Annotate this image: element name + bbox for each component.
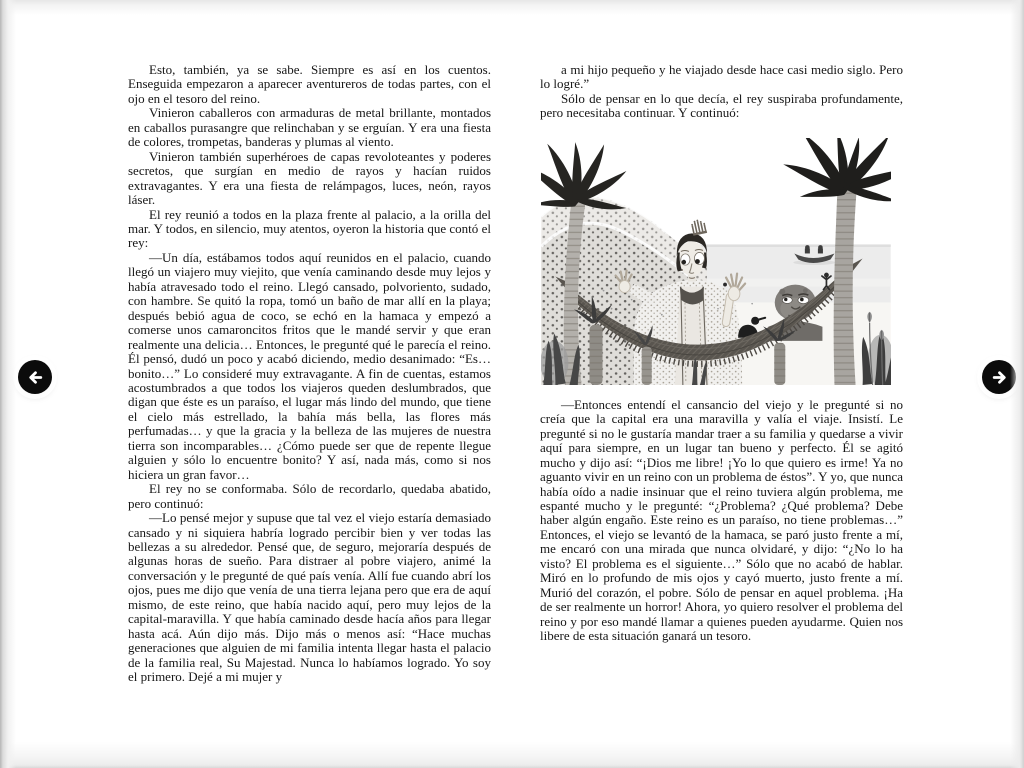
paragraph: El rey no se conformaba. Sólo de recordarlo, quedaba abatido, pero continuó: [128, 481, 491, 511]
paragraph: Vinieron también superhéroes de capas revoloteantes y poderes secretos, que surgían en medio de rayos y hacían ruidos extravagantes. Y era una fiesta de relámpagos, luces, neón, rayos láser. [128, 148, 491, 208]
previous-page-button[interactable] [18, 360, 52, 394]
left-page [128, 63, 491, 684]
paragraph: El rey reunió a todos en la plaza frente al palacio, a la orilla del mar. Y todos, en silencio, muy atentos, oyeron la historia que contó el rey: [128, 206, 491, 251]
paragraph: a mi hijo pequeño y he viajado desde hace casi medio siglo. Pero lo logré.” [540, 62, 903, 92]
paragraph: Sólo de pensar en lo que decía, el rey suspiraba profundamente, pero necesitaba continuar. Y continuó: [540, 90, 903, 121]
paragraph: —Entonces entendí el cansancio del viejo y le pregunté si no creía que la capital era una maravilla y valía el viaje. Insistí. Le pregunté si no le gustaría mandar traer a su familia y quedarse a vivir aquí para siempre, en un lugar tan bueno y perfecto. Él se agitó mucho y dijo así: “¡Dios me libre! ¡Yo lo que quiero es irme! Ya no aguanto vivir en un reino con un problema de éstos”. Y yo, que nunca había oído a nadie insinuar que el reino tuviera algún problema, me espanté mucho y le pregunté: “¿Problema? ¿Qué problema? Debe haber algún engaño. Este reino es un paraíso, no tiene problemas…” Entonces, el viejo se levantó de la hamaca, se paró justo frente a mí, me encaró con una mirada que nunca olvidaré, y dijo: “¿No lo ha visto? El problema es el siguiente…” Sólo que no acabó de hablar. Miró en lo profundo de mis ojos y cayó muerto, justo frente a mí. Murió del corazón, el pobre. Sólo de pensar en aquel problema. ¡Ha de ser realmente un horror! Ahora, yo quiero resolver el problema del reino y por eso mandé llamar a quienes pueden ayudarme. Quien nos libere de esta situación ganará un tesoro. [540, 396, 903, 644]
paragraph: —Lo pensé mejor y supuse que tal vez el viejo estaría demasiado cansado y ni siquiera habría logrado percibir bien y ver todas las bellezas a su alrededor. Pensé que, de seguro, mejoraría después de algunas horas de sueño. Para distraer al pobre viajero, animé la conversación y le pregunté de qué país venía. Allí fue cuando abrí los ojos, pues me dijo que venía de una tierra lejana pero que era de aquí mismo, de este reino, que había nacido aquí, pero muy lejos de la capital-maravilla. Y que había caminado desde hacía años para llegar hasta acá. Aún dijo más. Dijo más o menos así: “Hace muchas generaciones que alguien de mi familia intenta llegar hasta el palacio de la familia real, Su Majestad. Nunca lo habíamos logrado. Yo soy el primero. Dejé a mi mujer y [128, 510, 491, 685]
page-edge-bottom [0, 742, 1024, 768]
arrow-left-icon [27, 369, 44, 386]
page-edge-left [0, 0, 16, 768]
paragraph: Vinieron caballeros con armaduras de metal brillante, montados en caballos purasangre que relinchaban y se erguían. Y era una fiesta de colores, trompetas, banderas y plumas al viento. [128, 105, 491, 150]
story-illustration [541, 138, 891, 385]
paragraph: Esto, también, ya se sabe. Siempre es así en los cuentos. Enseguida empezaron a aparecer aventureros de todas partes, con el ojo en el tesoro del reino. [128, 62, 491, 106]
next-page-button[interactable] [982, 360, 1016, 394]
right-page [540, 63, 903, 644]
paragraph: —Un día, estábamos todos aquí reunidos en el palacio, cuando llegó un viajero muy viejito, que venía caminando desde muy lejos y había atravesado todo el reino. Llegó cansado, polvoriento, sudado, con hambre. Se quitó la ropa, tomó un baño de mar allí en la playa; después bebió agua de coco, se echó en la hamaca y empezó a comerse unos camaroncitos fritos que le mandé servir y que eran realmente una delicia… Entonces, le pregunté qué le parecía el reino. Él pensó, dudó un poco y acabó diciendo, medio desanimado: “Es… bonito…” Lo consideré muy extravagante. A fin de cuentas, estamos acostumbrados a que todos los viajeros queden deslumbrados, que digan que éste es un paraíso, el lugar más lindo del mundo, que tiene el cielo más estrellado, la bahía más bella, las flores más perfumadas… y que la gracia y la belleza de las mujeres de nuestra tierra son incomparables… ¿Cómo puede ser que de repente llegue alguien y sólo lo encuentre bonito? Y así, nada más, como si nos hiciera un gran favor… [128, 249, 491, 482]
page-edge-top [0, 0, 1024, 15]
arrow-right-icon [991, 369, 1008, 386]
